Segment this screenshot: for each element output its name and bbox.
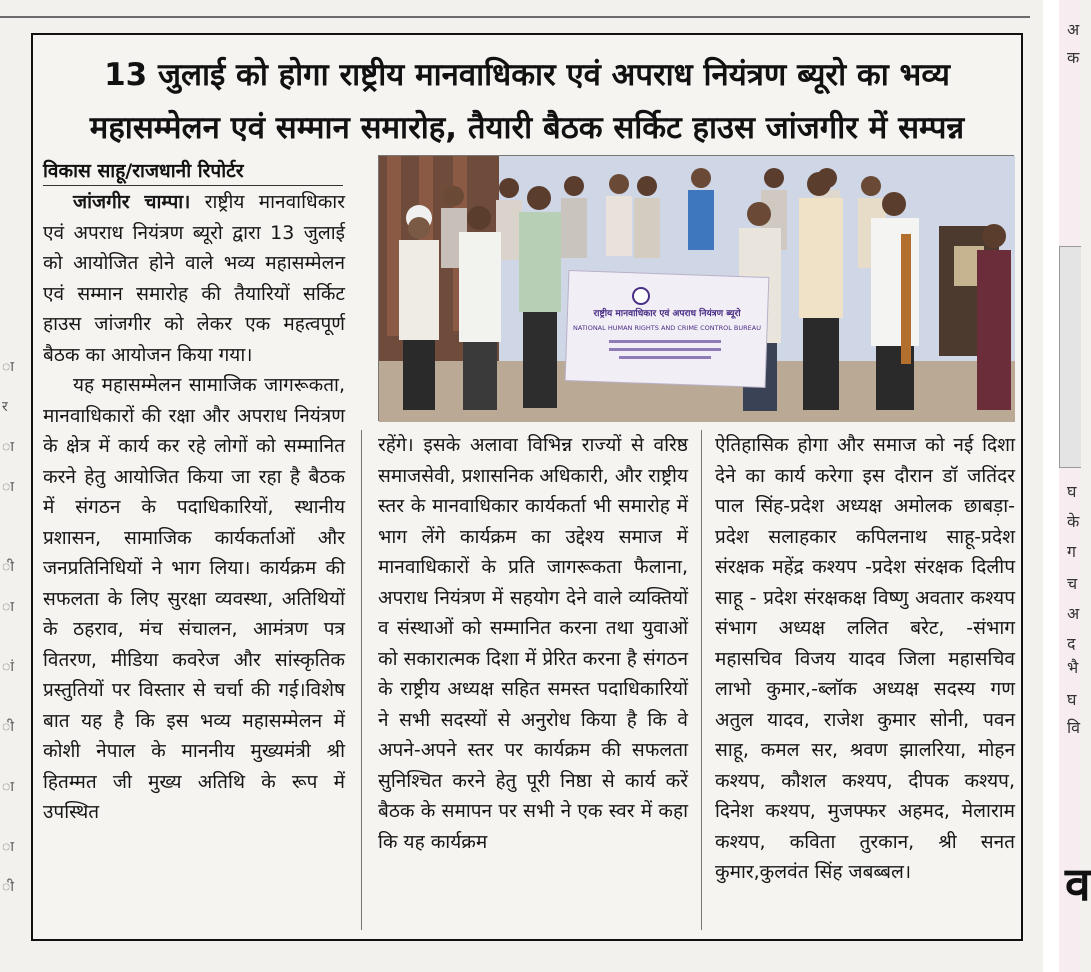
right-fragment: घ (1067, 482, 1077, 501)
left-fragment: र (2, 399, 8, 415)
left-fragment: ी (2, 559, 14, 575)
adjacent-column-right-cropped (1059, 0, 1091, 972)
right-fragment: द (1067, 634, 1076, 653)
column-divider (361, 430, 362, 930)
banner-title: राष्ट्रीय मानवाधिकार एवं अपराध नियंत्रण ब्यूरो (593, 309, 741, 319)
headline-line-2: महासम्मेलन एवं सम्मान समारोह, तैयारी बैठक सर्किट हाउस जांजगीर में सम्पन्न (89, 110, 965, 146)
paragraph-continued: ऐतिहासिक होगा और समाज को नई दिशा देने का कार्य करेगा इस दौरान डॉ जतिंदर पाल सिंह-प्रदेश अध्यक्ष अमोलक छाबड़ा-प्रदेश सलाहकार कपिलनाथ साहू-प्रदेश संरक्षक महेंद्र कश्यप -प्रदेश संरक्षक दिलीप साहू - प्रदेश संरक्षकक्ष विष्णु अवतार कश्यप संभाग अध्यक्ष ललित बरेट, -संभाग महासचिव विजय यादव जिला महासचिव लाभो कुमार,-ब्लॉक अध्यक्ष सदस्य गण अतुल यादव, राजेश कुमार सोनी, पवन साहू, कमल सर, श्रवण झालरिया, मोहन कश्यप, कौशल कश्यप, दीपक कश्यप, दिनेश कश्यप, मुजफ्फर अहमद, मेलाराम कश्यप, कविता तुरकान, श्री सनत कुमार,कुलवंत सिंह जबब्बल। (715, 434, 1015, 883)
left-fragment: ा (2, 479, 14, 495)
left-fragment: ी (2, 879, 14, 895)
article-column-1 (43, 187, 345, 828)
right-fragment: भै (1067, 658, 1079, 677)
group-photo-illustration (379, 156, 1015, 422)
paragraph-body: यह महासम्मेलन सामाजिक जागरूकता, मानवाधिकारों की रक्षा और अपराध नियंत्रण के क्षेत्र में कार्य कर रहे लोगों को सम्मानित करने हेतु आयोजित किया जा रहा है बैठक में संगठन के पदाधिकारियों, स्थानीय प्रशासन, सामाजिक कार्यकर्ताओं और जनप्रतिनिधियों ने भाग लिया। कार्यक्रम की सफलता के लिए सुरक्षा व्यवस्था, अतिथियों के ठहराव, मंच संचालन, आमंत्रण पत्र वितरण, मीडिया कवरेज और सांस्कृतिक प्रस्तुतियों पर विस्तार से चर्चा की गई।विशेष बात यह है कि इस भव्य महासम्मेलन में कोशी नेपाल के माननीय मुख्यमंत्री श्री हितम्मत जी मुख्य अतिथि के रूप में उपस्थित (43, 374, 345, 823)
paragraph-continued: रहेंगे। इसके अलावा विभिन्न राज्यों से वरिष्ठ समाजसेवी, प्रशासनिक अधिकारी, और राष्ट्रीय स्तर के मानवाधिकार कार्यकर्ता भी समारोह में भाग लेंगे कार्यक्रम का उद्देश्य समाज में मानवाधिकारों के प्रति जागरूकता फैलाना, अपराध नियंत्रण में सहयोग देने वाले व्यक्तियों व संस्थाओं को सम्मानित करना तथा युवाओं को सकारात्मक दिशा में प्रेरित करना है संगठन के राष्ट्रीय अध्यक्ष सहित समस्त पदाधिकारियों ने सभी सदस्यों से अनुरोध किया है कि वे अपने-अपने स्तर पर कार्यक्रम की सफलता सुनिश्चित करने हेतु पूरी निष्ठा से कार्य करें बैठक के समापन पर सभी ने एक स्वर में कहा कि यह कार्यक्रम (378, 434, 688, 853)
article-column-3 (715, 430, 1015, 888)
adjacent-photo-cropped (1059, 246, 1081, 468)
right-fragment: अ (1067, 604, 1080, 623)
paragraph-lead (43, 187, 345, 370)
right-fragment: घ (1067, 690, 1077, 709)
right-fragment: के (1067, 512, 1080, 531)
right-fragment: वि (1067, 718, 1081, 737)
left-fragment: ी (2, 719, 14, 735)
news-article (31, 33, 1023, 941)
column-divider (701, 430, 702, 930)
dateline: जांजगीर चाम्पा। (73, 191, 191, 213)
byline-underline (43, 185, 343, 186)
left-fragment: ा (2, 839, 14, 855)
right-fragment: अ (1067, 20, 1080, 39)
headline-line-1: 13 जुलाई को होगा राष्ट्रीय मानवाधिकार एवं अपराध नियंत्रण ब्यूरो का भव्य (104, 57, 950, 93)
left-fragment: ा (2, 599, 14, 615)
right-fragment-large: व (1065, 857, 1091, 911)
left-fragment: ा (2, 439, 14, 455)
event-banner (565, 271, 769, 388)
page-fold-gap (1043, 0, 1059, 972)
right-fragment: च (1067, 574, 1078, 593)
headline (33, 49, 1021, 155)
news-photo (378, 155, 1014, 421)
article-column-2 (378, 430, 688, 857)
page-top-rule (0, 16, 1030, 18)
right-fragment: ग (1067, 542, 1077, 561)
left-fragment: ा (2, 779, 14, 795)
left-fragment: ां (2, 659, 14, 675)
banner-subtitle: NATIONAL HUMAN RIGHTS AND CRIME CONTROL BUREAU (573, 324, 761, 332)
left-fragment: ा (2, 359, 14, 375)
byline: विकास साहू/राजधानी रिपोर्टर (43, 160, 244, 182)
adjacent-column-left-cropped (0, 0, 30, 972)
right-fragment: क (1067, 48, 1080, 67)
lead-text: राष्ट्रीय मानवाधिकार एवं अपराध नियंत्रण ब्यूरो द्वारा 13 जुलाई को आयोजित होने वाले भव्य महासम्मेलन एवं सम्मान समारोह की तैयारियों सर्किट हाउस जांजगीर को लेकर एक महत्वपूर्ण बैठक का आयोजन किया गया। (43, 191, 345, 366)
